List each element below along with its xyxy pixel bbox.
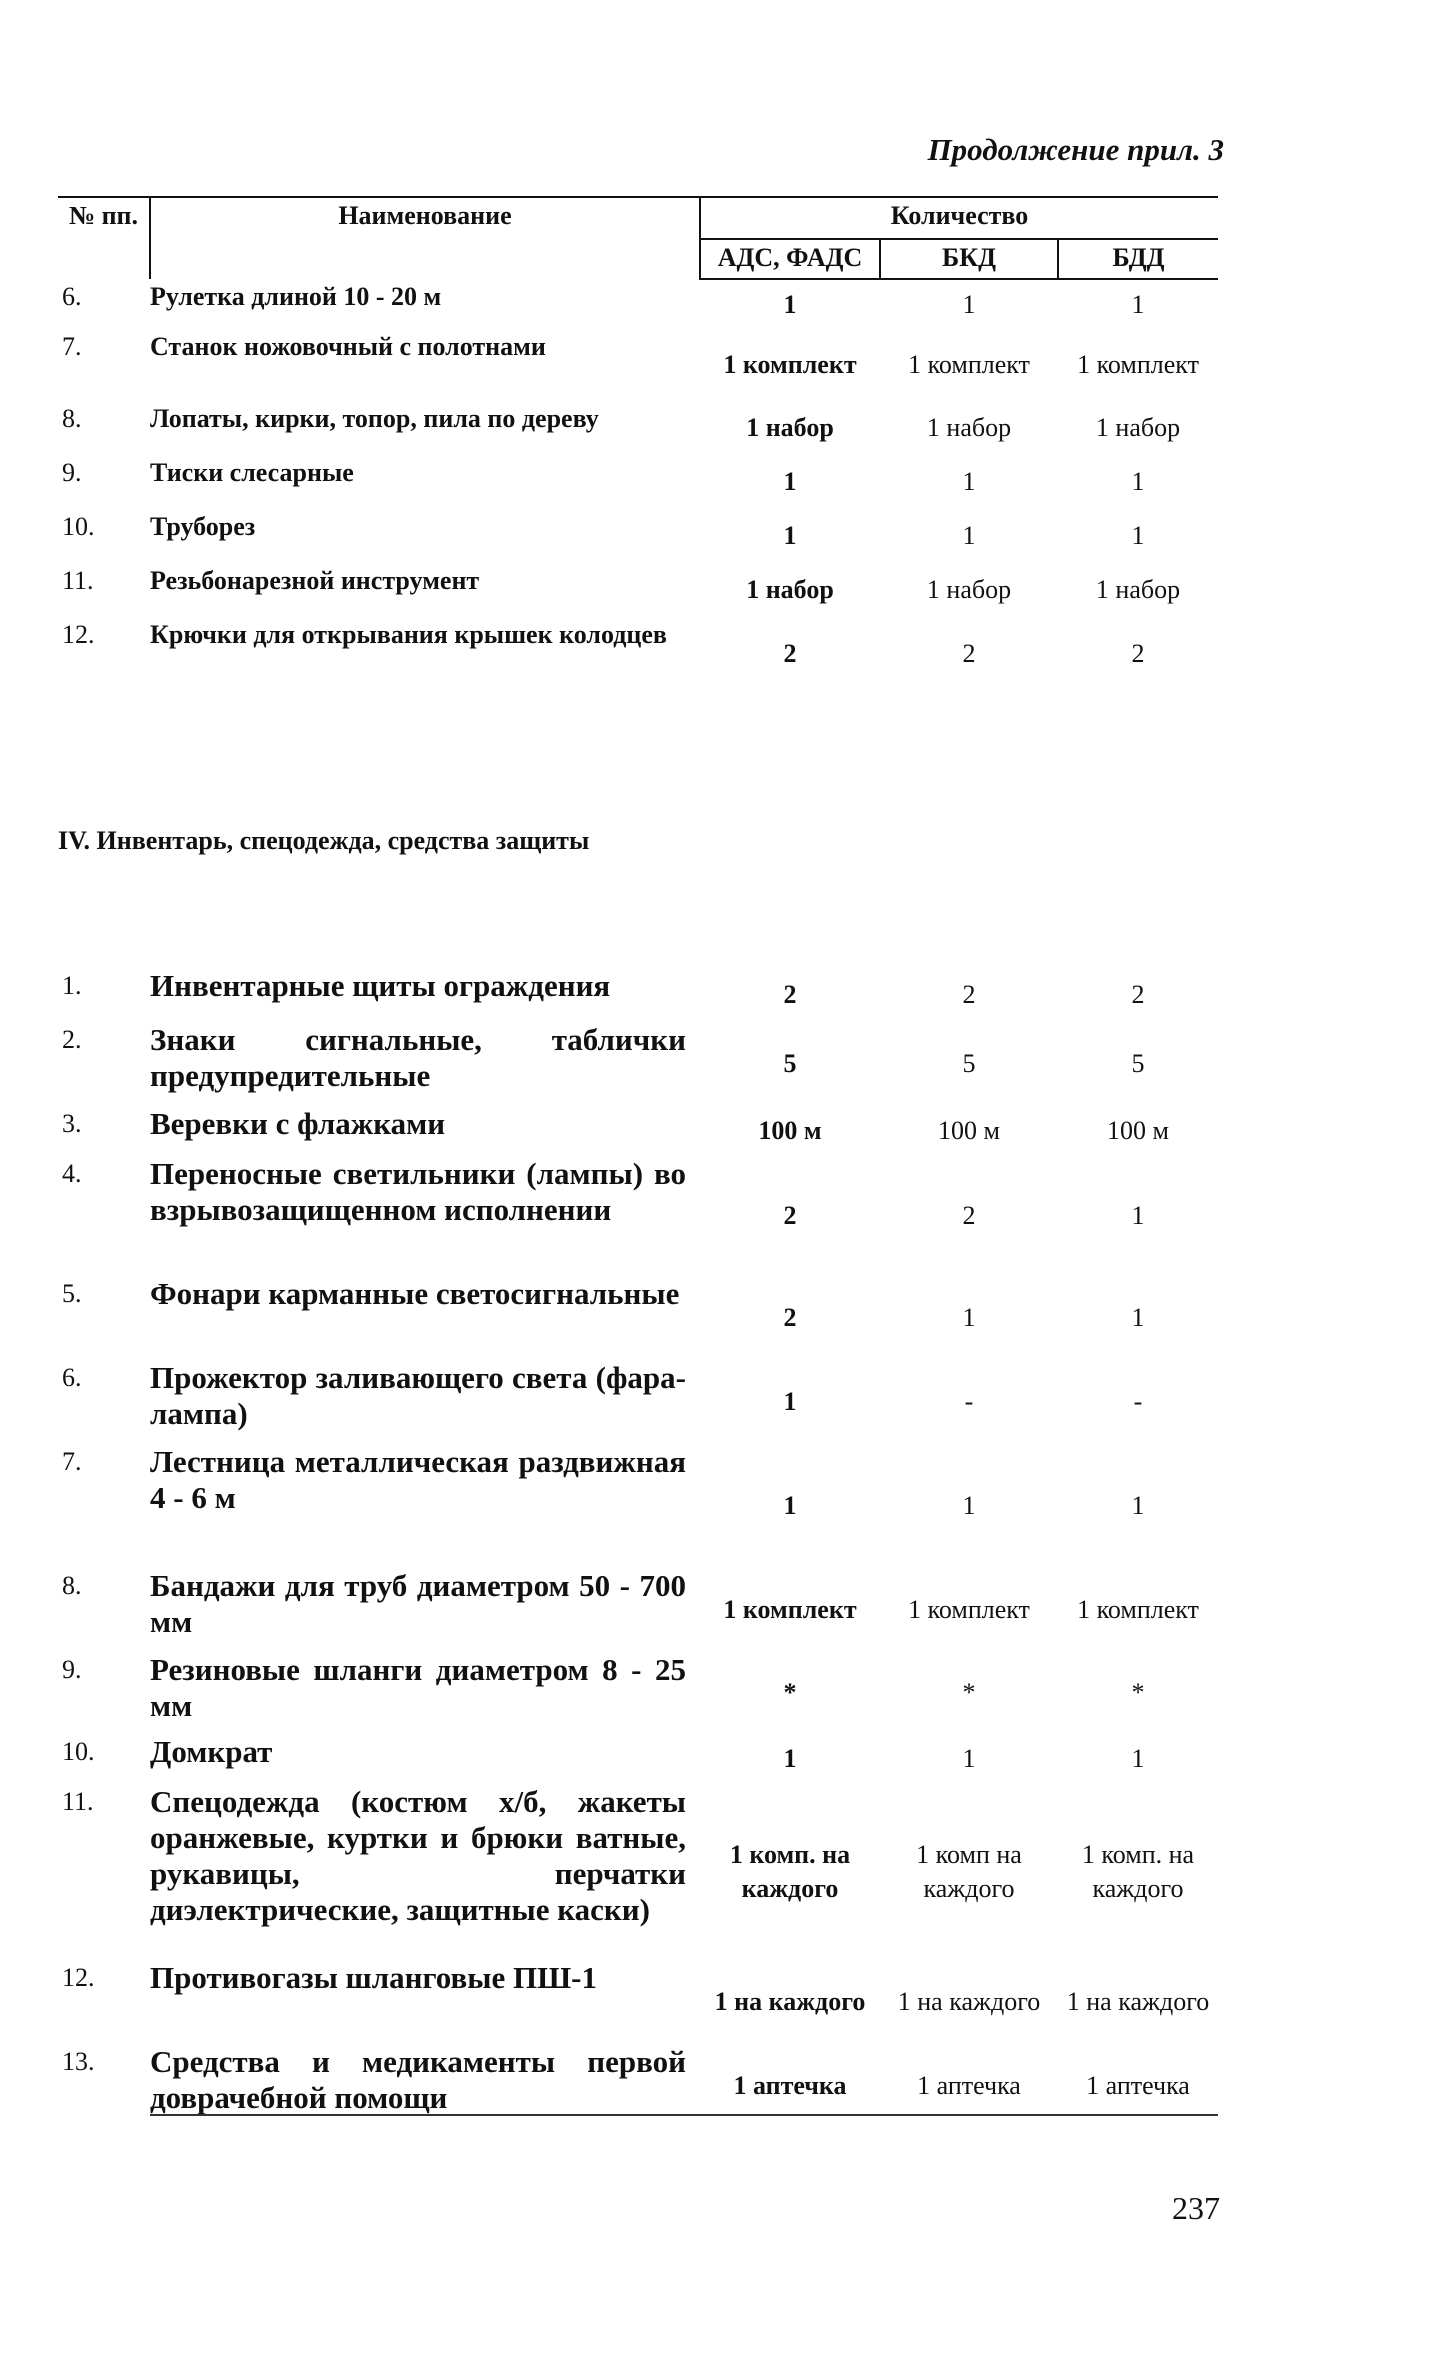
row-number: 5. — [62, 1279, 82, 1308]
qty-ads-fads: 1 — [783, 1744, 797, 1773]
table-row — [58, 1784, 1218, 1960]
row-number: 2. — [62, 1025, 82, 1054]
qty-bdd: 1 — [1131, 289, 1145, 319]
qty-bkd: 2 — [962, 639, 976, 668]
row-number: 7. — [62, 332, 82, 361]
table-row — [58, 1106, 1218, 1156]
qty-ads-fads: 5 — [783, 1049, 797, 1078]
qty-bdd: 2 — [1131, 980, 1145, 1009]
qty-bkd: 1 на каждого — [897, 1987, 1041, 2016]
table-row — [58, 1734, 1218, 1784]
table-row — [58, 563, 1218, 617]
qty-bkd: 1 — [962, 467, 976, 496]
row-number: 8. — [62, 404, 82, 433]
qty-ads-fads: 1 на каждого — [714, 1987, 866, 2016]
qty-ads-fads: 1 аптечка — [733, 2071, 847, 2100]
item-name: Рулетка длиной 10 - 20 м — [150, 282, 442, 311]
item-name: Резиновые шланги диаметром 8 - 25 мм — [150, 1652, 686, 1723]
qty-ads-fads: 1 — [783, 1387, 797, 1416]
qty-ads-fads: 100 м — [758, 1116, 822, 1145]
row-number: 1. — [62, 971, 82, 1000]
table-row — [58, 329, 1218, 401]
qty-ads-fads: 1 — [783, 1491, 797, 1520]
qty-bkd: 1 — [962, 1303, 976, 1332]
qty-ads-fads: 2 — [783, 1303, 797, 1332]
qty-bdd: - — [1133, 1387, 1143, 1416]
table-end-rule — [150, 2114, 1218, 2116]
qty-bdd: 1 набор — [1095, 413, 1181, 442]
qty-bkd: 1 комплект — [908, 1595, 1030, 1624]
row-number: 10. — [62, 1737, 95, 1766]
qty-bkd: 100 м — [938, 1116, 1000, 1145]
qty-bkd: 1 — [962, 1491, 976, 1520]
qty-ads-fads: * — [783, 1678, 797, 1707]
qty-bkd: 1 набор — [926, 413, 1012, 442]
qty-bkd: - — [964, 1387, 974, 1416]
qty-bdd: 1 — [1131, 1303, 1145, 1332]
qty-ads-fads: 1 комплект — [723, 1595, 857, 1624]
qty-bdd: 100 м — [1107, 1116, 1169, 1145]
table-row — [58, 617, 1218, 691]
item-name: Противогазы шланговые ПШ-1 — [150, 1960, 597, 1995]
qty-bdd: 1 комп. на каждого — [1081, 1840, 1195, 1903]
qty-bkd: 1 комплект — [908, 350, 1030, 379]
header-col-ads: АДС, ФАДС — [700, 239, 880, 279]
item-name: Спецодежда (костюм х/б, жакеты оранжевые, куртки и брюки ватные, рукавицы, перчатки диэлектрические, защитные каски) — [150, 1784, 686, 1927]
row-number: 6. — [62, 282, 82, 311]
qty-bdd: 1 комплект — [1077, 1595, 1199, 1624]
appendix-caption: Продолжение прил. 3 — [927, 132, 1224, 167]
item-name: Инвентарные щиты ограждения — [150, 968, 611, 1003]
qty-ads-fads: 1 — [783, 521, 797, 550]
header-col-bdd: БДД — [1058, 239, 1218, 279]
row-number: 7. — [62, 1447, 82, 1476]
table-row — [58, 1444, 1218, 1568]
section-title: IV. Инвентарь, спецодежда, средства защиты — [58, 826, 590, 855]
item-name: Домкрат — [150, 1734, 273, 1769]
item-name: Средства и медикаменты первой доврачебной помощи — [150, 2044, 686, 2115]
row-number: 3. — [62, 1109, 82, 1138]
item-name: Лестница металлическая раздвижная 4 - 6 м — [150, 1444, 686, 1515]
qty-bkd: 1 комп на каждого — [916, 1840, 1022, 1903]
table-row — [58, 1022, 1218, 1106]
header-name: Наименование — [150, 197, 700, 279]
qty-bdd: 1 набор — [1095, 575, 1181, 604]
qty-bkd: 1 — [962, 521, 976, 550]
table-row — [58, 509, 1218, 563]
item-name: Тиски слесарные — [150, 458, 354, 487]
header-number: № пп. — [58, 197, 150, 279]
table-row — [58, 1360, 1218, 1444]
row-number: 4. — [62, 1159, 82, 1188]
table-row — [58, 1960, 1218, 2044]
header-quantity: Количество — [700, 197, 1218, 239]
qty-bdd: 5 — [1131, 1049, 1145, 1078]
item-name: Станок ножовочный с полотнами — [150, 332, 546, 361]
qty-bdd: 1 — [1131, 467, 1145, 496]
row-number: 9. — [62, 1655, 82, 1684]
qty-bdd: 1 — [1131, 521, 1145, 550]
equipment-table-part-2 — [58, 968, 1218, 2128]
qty-bdd: 1 комплект — [1077, 350, 1199, 379]
item-name: Переносные светильники (лампы) во взрывозащищенном исполнении — [150, 1156, 686, 1227]
table-row — [58, 401, 1218, 455]
qty-bdd: 1 аптечка — [1086, 2071, 1190, 2100]
qty-bkd: 1 набор — [926, 575, 1012, 604]
qty-bdd: 1 — [1131, 1744, 1145, 1773]
page-number: 237 — [1172, 2190, 1220, 2226]
table-row — [58, 968, 1218, 1022]
qty-bdd: 1 — [1131, 1491, 1145, 1520]
qty-bdd: 1 на каждого — [1066, 1987, 1210, 2016]
table-row — [58, 1276, 1218, 1360]
item-name: Труборез — [150, 512, 256, 541]
row-number: 13. — [62, 2047, 95, 2076]
item-name: Крючки для открывания крышек колодцев — [150, 620, 667, 649]
qty-bkd: 2 — [962, 1201, 976, 1230]
table-row — [58, 1652, 1218, 1734]
row-number: 10. — [62, 512, 95, 541]
qty-bdd: * — [1131, 1678, 1145, 1707]
item-name: Лопаты, кирки, топор, пила по дереву — [150, 404, 599, 433]
qty-ads-fads: 1 набор — [746, 575, 834, 604]
qty-ads-fads: 2 — [783, 639, 797, 668]
qty-ads-fads: 1 — [783, 467, 797, 496]
qty-ads-fads: 1 — [783, 289, 797, 319]
table-row — [58, 455, 1218, 509]
qty-bdd: 1 — [1131, 1201, 1145, 1230]
table-row — [58, 1568, 1218, 1652]
item-name: Фонари карманные светосигнальные — [150, 1276, 680, 1311]
table-row — [58, 279, 1218, 329]
qty-bkd: * — [962, 1678, 976, 1707]
qty-ads-fads: 1 набор — [746, 413, 834, 442]
row-number: 6. — [62, 1363, 82, 1392]
qty-ads-fads: 2 — [783, 980, 797, 1009]
header-col-bkd: БКД — [880, 239, 1058, 279]
row-number: 12. — [62, 1963, 95, 1992]
qty-bkd: 1 аптечка — [917, 2071, 1021, 2100]
qty-bkd: 2 — [962, 980, 976, 1009]
row-number: 12. — [62, 620, 95, 649]
item-name: Резьбонарезной инструмент — [150, 566, 480, 595]
qty-ads-fads: 1 комп. на каждого — [729, 1840, 851, 1903]
item-name: Бандажи для труб диаметром 50 - 700 мм — [150, 1568, 686, 1639]
row-number: 11. — [62, 566, 94, 595]
qty-ads-fads: 2 — [783, 1201, 797, 1230]
qty-ads-fads: 1 комплект — [723, 350, 857, 379]
row-number: 9. — [62, 458, 82, 487]
qty-bdd: 2 — [1131, 639, 1145, 668]
row-number: 8. — [62, 1571, 82, 1600]
equipment-table-part-1 — [58, 196, 1218, 691]
table-row — [58, 1156, 1218, 1276]
item-name: Прожектор заливающего света (фара-лампа) — [150, 1360, 686, 1431]
qty-bkd: 5 — [962, 1049, 976, 1078]
item-name: Веревки с флажками — [150, 1106, 446, 1141]
row-number: 11. — [62, 1787, 94, 1816]
item-name: Знаки сигнальные, таблички предупредительные — [150, 1022, 686, 1093]
qty-bkd: 1 — [962, 289, 976, 319]
qty-bkd: 1 — [962, 1744, 976, 1773]
